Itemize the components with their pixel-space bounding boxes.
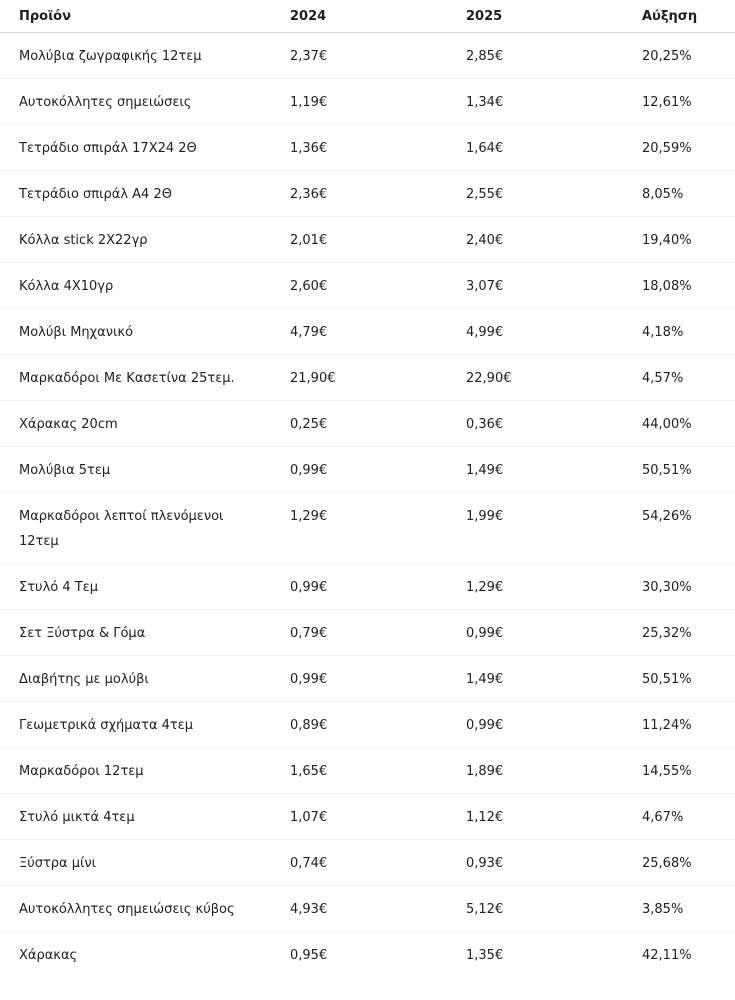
cell-price-2024-text: 0,99€	[290, 580, 328, 595]
cell-price-2025	[466, 840, 642, 886]
cell-increase	[642, 886, 735, 932]
cell-product-text: Αυτοκόλλητες σημειώσεις	[19, 95, 192, 110]
cell-price-2025	[466, 171, 642, 217]
cell-price-2024	[290, 564, 466, 610]
cell-price-2024-text: 0,25€	[290, 417, 328, 432]
cell-product-text: Στυλό μικτά 4τεμ	[19, 810, 135, 825]
table-row	[0, 401, 735, 447]
cell-increase	[642, 794, 735, 840]
cell-price-2024-text: 1,29€	[290, 509, 328, 524]
cell-price-2024-text: 1,19€	[290, 95, 328, 110]
cell-price-2025	[466, 493, 642, 564]
cell-increase-text: 3,85%	[642, 902, 684, 917]
cell-product-text: Τετράδιο σπιράλ Α4 2Θ	[19, 187, 172, 202]
cell-increase	[642, 564, 735, 610]
cell-product	[0, 886, 290, 932]
cell-price-2024-text: 2,37€	[290, 49, 328, 64]
cell-price-2025	[466, 401, 642, 447]
cell-increase	[642, 79, 735, 125]
table-row	[0, 355, 735, 401]
cell-increase-text: 30,30%	[642, 580, 692, 595]
cell-price-2024	[290, 79, 466, 125]
cell-price-2025	[466, 748, 642, 794]
cell-increase	[642, 125, 735, 171]
cell-price-2024-text: 0,79€	[290, 626, 328, 641]
cell-product-text: Γεωμετρικά σχήματα 4τεμ	[19, 718, 194, 733]
cell-increase	[642, 171, 735, 217]
table-row	[0, 748, 735, 794]
cell-increase-text: 20,25%	[642, 49, 692, 64]
cell-product	[0, 610, 290, 656]
table-row	[0, 447, 735, 493]
cell-product	[0, 171, 290, 217]
table-row	[0, 493, 735, 564]
table-row	[0, 309, 735, 355]
cell-price-2025-text: 0,36€	[466, 417, 504, 432]
cell-price-2024	[290, 171, 466, 217]
cell-price-2025	[466, 794, 642, 840]
cell-price-2025	[466, 447, 642, 493]
cell-increase-text: 50,51%	[642, 672, 692, 687]
cell-increase-text: 25,68%	[642, 856, 692, 871]
cell-price-2024	[290, 447, 466, 493]
cell-product-text: Μαρκαδόροι Με Κασετίνα 25τεμ.	[19, 371, 235, 386]
table-row	[0, 217, 735, 263]
cell-price-2024	[290, 840, 466, 886]
cell-product	[0, 355, 290, 401]
cell-increase	[642, 401, 735, 447]
cell-increase-text: 4,67%	[642, 810, 684, 825]
table-row	[0, 564, 735, 610]
cell-price-2025-text: 1,49€	[466, 672, 504, 687]
cell-increase	[642, 355, 735, 401]
cell-product	[0, 656, 290, 702]
cell-price-2025	[466, 263, 642, 309]
cell-product	[0, 33, 290, 79]
cell-product	[0, 263, 290, 309]
cell-price-2025	[466, 79, 642, 125]
cell-product	[0, 217, 290, 263]
cell-price-2025-text: 1,34€	[466, 95, 504, 110]
table-row	[0, 263, 735, 309]
cell-product-text: Μολύβι Μηχανικό	[19, 325, 134, 340]
cell-price-2025	[466, 355, 642, 401]
cell-product-text: Χάρακας	[19, 948, 78, 963]
cell-product	[0, 447, 290, 493]
cell-price-2025-text: 2,40€	[466, 233, 504, 248]
cell-product-text: Μολύβια 5τεμ	[19, 463, 111, 478]
cell-increase	[642, 702, 735, 748]
cell-increase-text: 54,26%	[642, 509, 692, 524]
cell-price-2024	[290, 263, 466, 309]
cell-increase	[642, 748, 735, 794]
cell-increase-text: 4,57%	[642, 371, 684, 386]
cell-increase	[642, 263, 735, 309]
table-row	[0, 33, 735, 79]
cell-product	[0, 564, 290, 610]
cell-price-2024-text: 0,95€	[290, 948, 328, 963]
header-2025: 2025	[466, 0, 642, 33]
cell-product	[0, 932, 290, 978]
cell-increase-text: 20,59%	[642, 141, 692, 156]
cell-product-text: Μαρκαδόροι 12τεμ	[19, 764, 144, 779]
cell-increase-text: 19,40%	[642, 233, 692, 248]
cell-increase-text: 44,00%	[642, 417, 692, 432]
cell-product	[0, 125, 290, 171]
cell-price-2025-text: 2,85€	[466, 49, 504, 64]
cell-price-2025-text: 1,12€	[466, 810, 504, 825]
cell-increase-text: 14,55%	[642, 764, 692, 779]
cell-price-2025-text: 2,55€	[466, 187, 504, 202]
cell-price-2025-text: 1,89€	[466, 764, 504, 779]
cell-price-2025-text: 1,64€	[466, 141, 504, 156]
cell-increase	[642, 33, 735, 79]
cell-increase	[642, 840, 735, 886]
cell-price-2025-text: 1,29€	[466, 580, 504, 595]
cell-price-2024-text: 0,99€	[290, 463, 328, 478]
table-row	[0, 171, 735, 217]
cell-price-2024	[290, 401, 466, 447]
cell-increase-text: 25,32%	[642, 626, 692, 641]
cell-price-2024	[290, 794, 466, 840]
cell-price-2025	[466, 217, 642, 263]
cell-price-2025-text: 1,35€	[466, 948, 504, 963]
cell-increase-text: 11,24%	[642, 718, 692, 733]
cell-product-text: Στυλό 4 Τεμ	[19, 580, 98, 595]
cell-price-2025-text: 1,99€	[466, 509, 504, 524]
cell-increase-text: 42,11%	[642, 948, 692, 963]
cell-price-2024	[290, 217, 466, 263]
cell-price-2024-text: 1,36€	[290, 141, 328, 156]
cell-price-2024-text: 4,79€	[290, 325, 328, 340]
cell-price-2025-text: 3,07€	[466, 279, 504, 294]
header-increase: Αύξηση	[642, 0, 735, 33]
cell-product-text: Κόλλα stick 2Χ22γρ	[19, 233, 148, 248]
cell-price-2024-text: 0,89€	[290, 718, 328, 733]
cell-price-2025-text: 0,99€	[466, 718, 504, 733]
cell-increase	[642, 656, 735, 702]
cell-increase	[642, 493, 735, 564]
cell-price-2024	[290, 656, 466, 702]
cell-product-text: Διαβήτης με μολύβι	[19, 672, 149, 687]
cell-price-2024-text: 1,65€	[290, 764, 328, 779]
cell-increase	[642, 309, 735, 355]
cell-price-2024-text: 21,90€	[290, 371, 336, 386]
header-row	[0, 0, 735, 33]
cell-price-2025	[466, 125, 642, 171]
cell-price-2025-text: 5,12€	[466, 902, 504, 917]
cell-price-2024-text: 0,99€	[290, 672, 328, 687]
cell-increase	[642, 610, 735, 656]
table-body	[0, 33, 735, 978]
table-row	[0, 794, 735, 840]
cell-price-2024	[290, 493, 466, 564]
header-2024: 2024	[290, 0, 466, 33]
cell-price-2025-text: 4,99€	[466, 325, 504, 340]
cell-price-2025	[466, 656, 642, 702]
cell-price-2024	[290, 355, 466, 401]
cell-price-2025-text: 1,49€	[466, 463, 504, 478]
table-row	[0, 886, 735, 932]
cell-increase-text: 50,51%	[642, 463, 692, 478]
cell-product-text: Κόλλα 4Χ10γρ	[19, 279, 114, 294]
cell-product	[0, 401, 290, 447]
cell-price-2025-text: 0,93€	[466, 856, 504, 871]
cell-product-text: Τετράδιο σπιράλ 17X24 2Θ	[19, 141, 197, 156]
cell-product-text: Ξύστρα μίνι	[19, 856, 97, 871]
cell-increase	[642, 932, 735, 978]
cell-increase	[642, 447, 735, 493]
cell-increase-text: 4,18%	[642, 325, 684, 340]
cell-product-text: Μαρκαδόροι λεπτοί πλενόμενοι 12τεμ	[19, 509, 224, 549]
cell-increase-text: 18,08%	[642, 279, 692, 294]
cell-price-2024-text: 2,01€	[290, 233, 328, 248]
table-row	[0, 702, 735, 748]
cell-product-text: Σετ Ξύστρα & Γόμα	[19, 626, 146, 641]
table-header	[0, 0, 735, 33]
cell-price-2024	[290, 125, 466, 171]
cell-price-2024	[290, 702, 466, 748]
table-row	[0, 79, 735, 125]
cell-price-2024-text: 0,74€	[290, 856, 328, 871]
cell-price-2024	[290, 610, 466, 656]
table-row	[0, 656, 735, 702]
cell-product-text: Αυτοκόλλητες σημειώσεις κύβος	[19, 902, 235, 917]
cell-price-2025	[466, 610, 642, 656]
cell-price-2024	[290, 748, 466, 794]
cell-product-text: Μολύβια ζωγραφικής 12τεμ	[19, 49, 202, 64]
cell-product	[0, 748, 290, 794]
cell-price-2025	[466, 702, 642, 748]
cell-price-2024	[290, 932, 466, 978]
cell-product-text: Χάρακας 20cm	[19, 417, 118, 432]
cell-increase-text: 8,05%	[642, 187, 684, 202]
cell-product	[0, 309, 290, 355]
cell-price-2024	[290, 886, 466, 932]
cell-price-2024	[290, 33, 466, 79]
table-row	[0, 125, 735, 171]
cell-price-2025-text: 22,90€	[466, 371, 512, 386]
cell-price-2025	[466, 886, 642, 932]
table-row	[0, 932, 735, 978]
cell-price-2025	[466, 932, 642, 978]
cell-product	[0, 493, 290, 564]
cell-price-2024-text: 2,60€	[290, 279, 328, 294]
cell-price-2024-text: 1,07€	[290, 810, 328, 825]
cell-product	[0, 79, 290, 125]
cell-price-2024-text: 2,36€	[290, 187, 328, 202]
cell-increase	[642, 217, 735, 263]
cell-price-2025	[466, 564, 642, 610]
cell-price-2024-text: 4,93€	[290, 902, 328, 917]
cell-product	[0, 794, 290, 840]
cell-increase-text: 12,61%	[642, 95, 692, 110]
cell-price-2025	[466, 33, 642, 79]
cell-price-2025-text: 0,99€	[466, 626, 504, 641]
header-product: Προϊόν	[0, 0, 290, 33]
cell-product	[0, 840, 290, 886]
table-row	[0, 610, 735, 656]
table-row	[0, 840, 735, 886]
cell-product	[0, 702, 290, 748]
cell-price-2025	[466, 309, 642, 355]
cell-price-2024	[290, 309, 466, 355]
